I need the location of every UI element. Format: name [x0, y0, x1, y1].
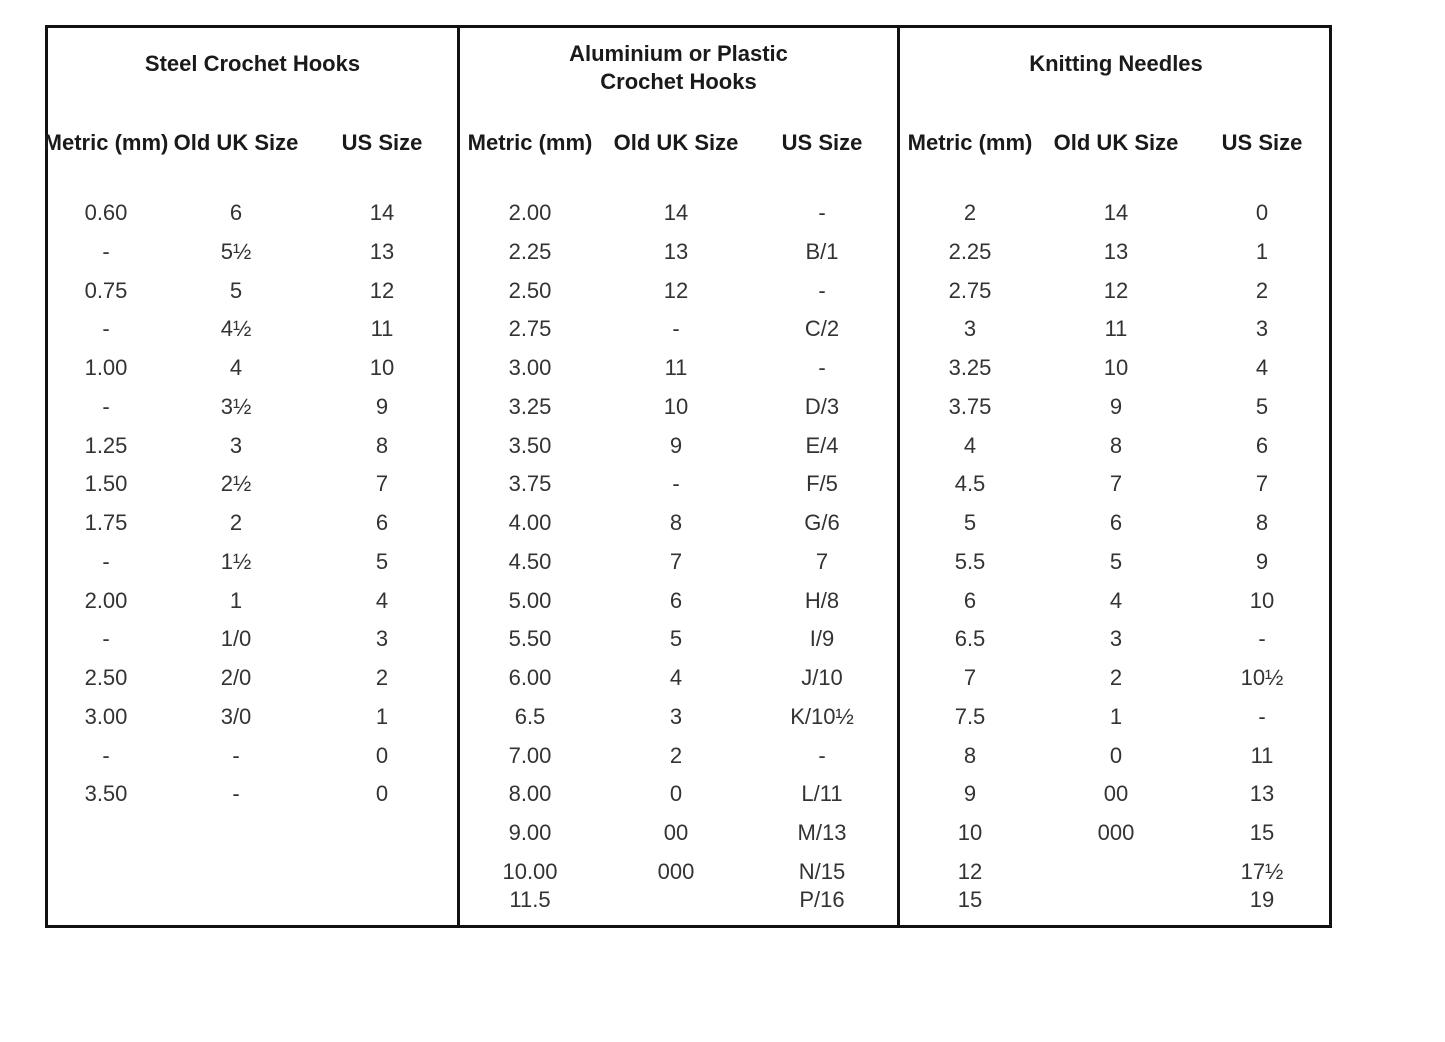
us-size-cell: -: [818, 355, 826, 380]
old-uk-cell: 11: [664, 355, 688, 380]
us-size-cell: 7: [375, 471, 389, 497]
old-uk-cell: 4: [669, 665, 683, 690]
metric-cell: 3.50: [508, 432, 552, 458]
metric-cell: 3.25: [508, 393, 552, 419]
metric-cell: 7.5: [954, 703, 986, 729]
us-size-cell: 0: [375, 781, 389, 807]
metric-cell: 6.5: [954, 626, 986, 652]
metric-cell: -: [102, 238, 110, 264]
old-uk-cell: 1/0: [220, 626, 252, 652]
us-size-cell: 11: [1250, 742, 1274, 768]
us-size-cell: 10: [369, 355, 395, 380]
us-size-cell: 4: [1255, 355, 1269, 380]
us-size-cell: D/3: [804, 393, 840, 419]
us-size-cell: -: [818, 742, 826, 768]
metric-cell: 3.75: [508, 471, 552, 497]
us-size-cell: 6: [1255, 432, 1269, 458]
old-uk-cell: 2/0: [220, 665, 252, 690]
metric-cell: 3.00: [508, 355, 552, 380]
metric-cell: 11.5: [509, 887, 551, 913]
us-size-cell: -: [1258, 626, 1266, 652]
us-size-cell: 8: [1255, 510, 1269, 535]
us-size-cell: -: [818, 200, 826, 225]
column-header-us: US Size: [341, 130, 423, 155]
old-uk-cell: 7: [1109, 471, 1123, 497]
us-size-cell: 8: [375, 432, 389, 458]
old-uk-cell: 3: [669, 703, 683, 729]
old-uk-cell: 2: [229, 510, 243, 535]
metric-cell: 3.75: [948, 393, 992, 419]
old-uk-cell: -: [672, 316, 680, 342]
section-title: Knitting Needles: [1029, 51, 1203, 76]
old-uk-cell: 5: [229, 277, 243, 303]
metric-cell: 2.50: [84, 665, 128, 690]
us-size-cell: 17½: [1240, 858, 1284, 884]
us-size-cell: 10½: [1240, 665, 1284, 690]
metric-cell: 1.50: [84, 471, 128, 497]
section-aluminium-plastic-crochet-hooks: [457, 28, 897, 925]
us-size-cell: 9: [1255, 548, 1269, 574]
metric-cell: 2.50: [508, 277, 552, 303]
metric-cell: 1.25: [84, 432, 128, 458]
metric-cell: 0.60: [84, 200, 128, 225]
us-size-cell: C/2: [804, 316, 840, 342]
old-uk-cell: 8: [1109, 432, 1123, 458]
metric-cell: 2.00: [84, 587, 128, 613]
old-uk-cell: 4: [1109, 587, 1123, 613]
old-uk-cell: 1: [1109, 703, 1123, 729]
old-uk-cell: 2: [669, 742, 683, 768]
old-uk-cell: 00: [1103, 781, 1129, 807]
old-uk-cell: 5½: [220, 238, 252, 264]
us-size-cell: G/6: [804, 510, 840, 535]
metric-cell: 2: [963, 200, 977, 225]
metric-cell: 7.00: [508, 742, 552, 768]
section-steel-crochet-hooks: [43, 28, 457, 925]
us-size-cell: 11: [370, 316, 394, 342]
us-size-cell: 7: [815, 548, 829, 574]
old-uk-cell: 3½: [220, 393, 252, 419]
us-size-cell: B/1: [805, 238, 839, 264]
us-size-cell: 13: [369, 238, 395, 264]
us-size-cell: E/4: [805, 432, 839, 458]
us-size-cell: 13: [1249, 781, 1275, 807]
metric-cell: 1.00: [84, 355, 128, 380]
size-chart-table: [45, 25, 1332, 928]
us-size-cell: K/10½: [790, 703, 854, 729]
metric-cell: 10.00: [502, 858, 558, 884]
us-size-cell: 5: [1255, 393, 1269, 419]
us-size-cell: 0: [375, 742, 389, 768]
us-size-cell: L/11: [801, 781, 843, 807]
metric-cell: 2.00: [508, 200, 552, 225]
metric-cell: 3.25: [948, 355, 992, 380]
metric-cell: 5.00: [508, 587, 552, 613]
column-header-metric: Metric (mm): [43, 130, 169, 155]
us-size-cell: 12: [369, 277, 395, 303]
us-size-cell: I/9: [809, 626, 835, 652]
metric-cell: 9: [963, 781, 977, 807]
metric-cell: -: [102, 316, 110, 342]
old-uk-cell: 3/0: [220, 703, 252, 729]
us-size-cell: 1: [375, 703, 389, 729]
old-uk-cell: 14: [1103, 200, 1129, 225]
old-uk-cell: 10: [663, 393, 689, 419]
old-uk-cell: 0: [669, 781, 683, 807]
us-size-cell: 4: [375, 587, 389, 613]
metric-cell: 6.00: [508, 665, 552, 690]
metric-cell: 1.75: [84, 510, 128, 535]
us-size-cell: P/16: [799, 887, 845, 913]
old-uk-cell: 9: [669, 432, 683, 458]
us-size-cell: 9: [375, 393, 389, 419]
old-uk-cell: 4: [229, 355, 243, 380]
us-size-cell: 2: [375, 665, 389, 690]
us-size-cell: 7: [1255, 471, 1269, 497]
metric-cell: 5.5: [954, 548, 986, 574]
section-knitting-needles: [897, 28, 1332, 925]
old-uk-cell: -: [232, 742, 240, 768]
us-size-cell: 14: [369, 200, 395, 225]
old-uk-cell: 7: [669, 548, 683, 574]
column-header-old-uk: Old UK Size: [613, 130, 739, 155]
metric-cell: 4.5: [954, 471, 986, 497]
metric-cell: 3.50: [84, 781, 128, 807]
old-uk-cell: 00: [663, 820, 689, 845]
us-size-cell: 5: [375, 548, 389, 574]
us-size-cell: 1: [1255, 238, 1269, 264]
old-uk-cell: 6: [669, 587, 683, 613]
metric-cell: 2.75: [508, 316, 552, 342]
old-uk-cell: 2: [1109, 665, 1123, 690]
metric-cell: 5.50: [508, 626, 552, 652]
metric-cell: 9.00: [508, 820, 552, 845]
old-uk-cell: 5: [1109, 548, 1123, 574]
us-size-cell: J/10: [801, 665, 843, 690]
metric-cell: 4: [963, 432, 977, 458]
old-uk-cell: 14: [663, 200, 689, 225]
metric-cell: 15: [957, 887, 983, 913]
old-uk-cell: 4½: [220, 316, 252, 342]
old-uk-cell: 12: [663, 277, 689, 303]
section-title: Steel Crochet Hooks: [144, 51, 361, 76]
column-header-metric: Metric (mm): [467, 130, 593, 155]
old-uk-cell: 1½: [220, 548, 252, 574]
us-size-cell: -: [1258, 703, 1266, 729]
metric-cell: 7: [963, 665, 977, 690]
old-uk-cell: 0: [1109, 742, 1123, 768]
us-size-cell: 10: [1249, 587, 1275, 613]
section-title: Aluminium or Plastic Crochet Hooks: [569, 41, 788, 94]
metric-cell: -: [102, 393, 110, 419]
us-size-cell: 6: [375, 510, 389, 535]
old-uk-cell: -: [672, 471, 680, 497]
metric-cell: 8.00: [508, 781, 552, 807]
old-uk-cell: 13: [1103, 238, 1129, 264]
metric-cell: 5: [963, 510, 977, 535]
us-size-cell: 3: [1255, 316, 1269, 342]
us-size-cell: 2: [1255, 277, 1269, 303]
old-uk-cell: 10: [1103, 355, 1129, 380]
us-size-cell: H/8: [804, 587, 840, 613]
metric-cell: 12: [957, 858, 983, 884]
metric-cell: 6: [963, 587, 977, 613]
metric-cell: -: [102, 742, 110, 768]
metric-cell: 0.75: [84, 277, 128, 303]
metric-cell: -: [102, 626, 110, 652]
metric-cell: 4.50: [508, 548, 552, 574]
old-uk-cell: -: [232, 781, 240, 807]
old-uk-cell: 6: [1109, 510, 1123, 535]
metric-cell: 3: [963, 316, 977, 342]
old-uk-cell: 12: [1103, 277, 1129, 303]
old-uk-cell: 3: [229, 432, 243, 458]
old-uk-cell: 6: [229, 200, 243, 225]
old-uk-cell: 9: [1109, 393, 1123, 419]
metric-cell: -: [102, 548, 110, 574]
old-uk-cell: 000: [657, 858, 695, 884]
old-uk-cell: 8: [669, 510, 683, 535]
us-size-cell: 3: [375, 626, 389, 652]
metric-cell: 3.00: [84, 703, 128, 729]
metric-cell: 6.5: [514, 703, 546, 729]
old-uk-cell: 11: [1104, 316, 1128, 342]
metric-cell: 10: [957, 820, 983, 845]
us-size-cell: 0: [1255, 200, 1269, 225]
metric-cell: 2.25: [948, 238, 992, 264]
metric-cell: 4.00: [508, 510, 552, 535]
us-size-cell: M/13: [797, 820, 847, 845]
us-size-cell: 15: [1249, 820, 1275, 845]
metric-cell: 2.25: [508, 238, 552, 264]
column-header-old-uk: Old UK Size: [173, 130, 299, 155]
old-uk-cell: 13: [663, 238, 689, 264]
old-uk-cell: 1: [229, 587, 243, 613]
column-header-us: US Size: [1221, 130, 1303, 155]
column-header-us: US Size: [781, 130, 863, 155]
old-uk-cell: 3: [1109, 626, 1123, 652]
us-size-cell: -: [818, 277, 826, 303]
old-uk-cell: 000: [1097, 820, 1135, 845]
old-uk-cell: 2½: [220, 471, 252, 497]
column-header-metric: Metric (mm): [907, 130, 1033, 155]
old-uk-cell: 5: [669, 626, 683, 652]
us-size-cell: F/5: [806, 471, 838, 497]
metric-cell: 8: [963, 742, 977, 768]
column-header-old-uk: Old UK Size: [1053, 130, 1179, 155]
us-size-cell: 19: [1249, 887, 1275, 913]
metric-cell: 2.75: [948, 277, 992, 303]
us-size-cell: N/15: [798, 858, 846, 884]
